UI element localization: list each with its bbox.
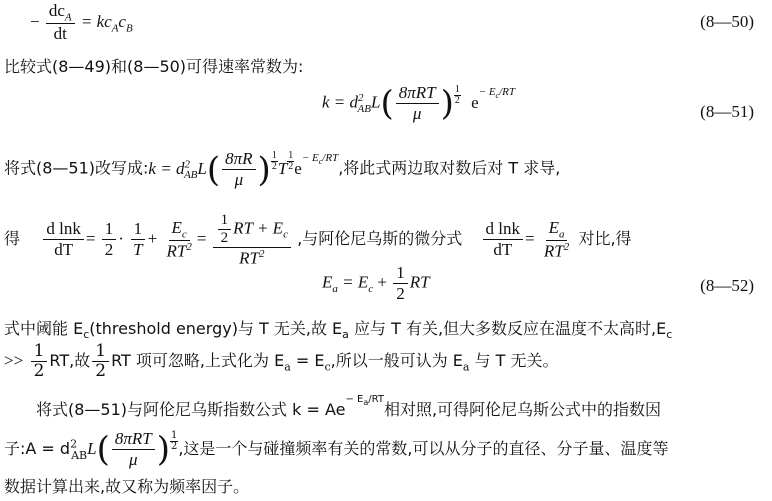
th2-rest2: = E xyxy=(290,351,325,371)
k-equals-d: k = d xyxy=(322,92,359,112)
a-d-sup: 2 xyxy=(563,241,570,254)
rewrite-e: e xyxy=(294,158,302,178)
ff-hn: 1 xyxy=(170,430,178,442)
th2-hd2: 2 xyxy=(95,360,107,381)
half-num: 1 xyxy=(454,83,460,95)
ff-den: μ xyxy=(129,449,138,469)
dc-text: dc xyxy=(48,1,65,20)
ff-lparen: ( xyxy=(96,429,110,470)
f3n: E xyxy=(171,217,182,237)
rewrite-T-half-d: 2 xyxy=(288,160,294,172)
line-rewrite xyxy=(4,150,560,189)
th2-hd: 2 xyxy=(33,360,45,381)
exponent-half xyxy=(454,85,461,106)
rewrite-num: 8πR xyxy=(222,150,255,170)
eq852-lhs: E xyxy=(322,272,333,292)
paragraph-threshold-line2 xyxy=(4,342,559,381)
cmp-b: 相对照,可得阿伦尼乌斯公式中的指数因 xyxy=(383,400,662,419)
sup-2: 2 xyxy=(358,91,364,104)
right-paren: ) xyxy=(440,83,454,124)
rewrite-fraction xyxy=(222,150,255,189)
cmp-a: 将式(8—51)与阿伦尼乌斯指数公式 k = Ae xyxy=(36,400,346,419)
arrhenius-frac-Ea-RT2 xyxy=(541,219,572,262)
a-n-sub: a xyxy=(558,228,565,241)
dt-text: dt xyxy=(53,24,67,44)
eq852-lhs-sub: a xyxy=(332,282,338,295)
th2-end: ,所以一般可认为 E xyxy=(330,351,463,371)
rewrite-left-paren: ( xyxy=(206,149,221,190)
frac-dlnk-dT xyxy=(43,220,83,259)
rewrite-L: L xyxy=(197,158,207,178)
equation-8-52 xyxy=(322,264,430,303)
rhs-sub-A: A xyxy=(111,22,119,35)
th2-rest2-sub: c xyxy=(324,360,331,374)
th1-c: 应与 T 有关,但大多数反应在温度不太高时,E xyxy=(348,319,667,338)
rewrite-half-n: 1 xyxy=(271,149,277,161)
fraction-8piRT-mu xyxy=(396,84,439,123)
eq852-hd: 2 xyxy=(396,283,405,303)
ff-rparen: ) xyxy=(156,429,170,470)
a-dT: dT xyxy=(493,240,513,260)
bd-sup: 2 xyxy=(258,247,265,260)
eq852-eq: = E xyxy=(337,272,369,292)
ff-L: L xyxy=(87,439,97,459)
th2-hn2: 1 xyxy=(92,342,109,362)
rewrite-T: T xyxy=(277,158,288,178)
ff-a: 子:A = d xyxy=(4,439,71,459)
rewrite-T-half-n: 1 xyxy=(288,149,294,161)
paragraph-last: 数据计算出来,故又称为频率因子。 xyxy=(4,477,250,496)
paragraph-compare: 比较式(8—49)和(8—50)可得速率常数为: xyxy=(4,57,304,76)
frac-1-T xyxy=(130,220,145,259)
rewrite-exp-sub: c xyxy=(318,156,323,166)
rewrite-den: μ xyxy=(234,169,244,189)
rewrite-suffix: ,将此式两边取对数后对 T 求导, xyxy=(338,158,561,178)
eq852-rt: RT xyxy=(409,272,430,292)
rewrite-exp-tail: /RT xyxy=(322,151,339,164)
th1-b: (threshold energy)与 T 无关,故 E xyxy=(89,319,343,338)
th2-gg: >> xyxy=(4,351,24,371)
f3n-sub: c xyxy=(181,228,187,241)
frac-big xyxy=(213,212,291,268)
equation-8-50 xyxy=(30,2,133,44)
f2d: T xyxy=(133,240,143,260)
ff-sup2: 2 xyxy=(70,437,78,451)
deriv-tail: 对比,得 xyxy=(578,228,632,248)
fraction-dcA-dt xyxy=(46,2,75,44)
sub-A: A xyxy=(64,11,72,24)
a-eq: = xyxy=(525,228,535,248)
bd: RT xyxy=(239,248,259,268)
rewrite-prefix: 将式(8—51)改写成: xyxy=(4,158,149,178)
deriv-eq2: = xyxy=(196,228,207,248)
numerator-8piRT: 8πRT xyxy=(396,84,439,104)
rewrite-sup-2: 2 xyxy=(184,157,190,170)
rewrite-right-paren: ) xyxy=(257,149,271,190)
f1d: 2 xyxy=(104,240,114,260)
bn-half-n: 1 xyxy=(218,212,232,230)
ff-hd: 2 xyxy=(170,441,178,453)
eq852-hn: 1 xyxy=(393,264,408,284)
rewrite-half-d: 2 xyxy=(271,160,277,172)
half-den: 2 xyxy=(454,94,460,106)
rhs-sub-B: B xyxy=(125,22,133,35)
th1-a: 式中阈能 E xyxy=(4,319,84,338)
deriv-de: 得 xyxy=(4,228,21,248)
equation-number-8-52: (8—52) xyxy=(700,276,754,295)
th2-end2: 与 T 无关。 xyxy=(469,351,559,371)
deriv-dot: · xyxy=(118,228,124,248)
cmp-exp-sub: a xyxy=(363,398,369,407)
rhs-c: c xyxy=(118,11,126,31)
ff-frac xyxy=(112,430,155,469)
bn-tail: RT + E xyxy=(233,218,284,238)
th1-b-sub: a xyxy=(342,328,349,342)
th2-rt: RT,故 xyxy=(49,351,91,371)
exp-minus-E: − E xyxy=(478,85,496,98)
e-symbol: e xyxy=(471,92,479,112)
arrhenius-frac-dlnk-dT xyxy=(483,220,523,259)
rhs-kc: = kc xyxy=(80,11,112,31)
cmp-exp: − E xyxy=(345,394,364,405)
ff-num: 8πRT xyxy=(112,430,155,450)
rewrite-exp: − E xyxy=(301,151,319,164)
bn-sub: c xyxy=(283,228,288,241)
ff-sub: AB xyxy=(71,448,88,462)
th2-rest: RT 项可忽略,上式化为 E xyxy=(111,351,285,371)
sub-AB: AB xyxy=(357,102,371,115)
big-num-half xyxy=(218,212,232,247)
dlnk: d lnk xyxy=(43,220,83,240)
eq852-plus: + xyxy=(373,272,392,292)
frac-Ec-RT2 xyxy=(163,219,194,262)
paragraph-compare-arrhenius xyxy=(36,394,661,420)
a-n: E xyxy=(548,217,559,237)
a-d: RT xyxy=(543,241,564,261)
dT: dT xyxy=(54,240,74,260)
minus-sign: − xyxy=(30,11,40,31)
f1n: 1 xyxy=(102,220,117,240)
f3d: RT xyxy=(166,241,187,261)
ff-b: ,这是一个与碰撞频率有关的常数,可以从分子的直径、分子量、温度等 xyxy=(178,439,669,459)
deriv-plus: + xyxy=(147,228,158,248)
paragraph-frequency-factor xyxy=(4,430,669,469)
line-derivative xyxy=(4,212,632,268)
L-symbol: L xyxy=(370,92,381,112)
eq852-eq-sub: c xyxy=(368,282,374,295)
equation-number-8-51: (8—51) xyxy=(700,102,754,121)
deriv-eq: = xyxy=(85,228,96,248)
th1-a-sub: c xyxy=(83,328,90,342)
exp-sub-c: c xyxy=(495,90,500,100)
rewrite-k-equals-d: k = d xyxy=(148,158,185,178)
th2-half2 xyxy=(92,342,109,381)
equation-8-51 xyxy=(322,84,515,123)
f3d-sup: 2 xyxy=(186,241,192,254)
rewrite-sub-AB: AB xyxy=(183,168,198,181)
th2-end-sub: a xyxy=(462,360,470,374)
th2-hn: 1 xyxy=(31,342,48,362)
th2-rest-sub: a xyxy=(284,360,291,374)
exp-over-RT: /RT xyxy=(499,85,516,98)
equation-number-8-50: (8—50) xyxy=(700,12,754,31)
th2-half xyxy=(31,342,48,381)
f2n: 1 xyxy=(131,220,146,240)
th1-c-sub: c xyxy=(666,328,673,342)
cmp-exp-tail: /RT xyxy=(368,394,384,405)
denominator-mu: μ xyxy=(412,103,422,123)
a-dlnk: d lnk xyxy=(483,220,523,240)
left-paren: ( xyxy=(380,83,394,124)
eq852-half xyxy=(393,264,408,303)
bn-half-d: 2 xyxy=(220,229,229,246)
paragraph-threshold-line1 xyxy=(4,316,672,341)
frac-1-2 xyxy=(102,220,117,259)
rewrite-exp-half xyxy=(271,151,278,172)
deriv-mid: ,与阿伦尼乌斯的微分式 xyxy=(297,228,463,248)
